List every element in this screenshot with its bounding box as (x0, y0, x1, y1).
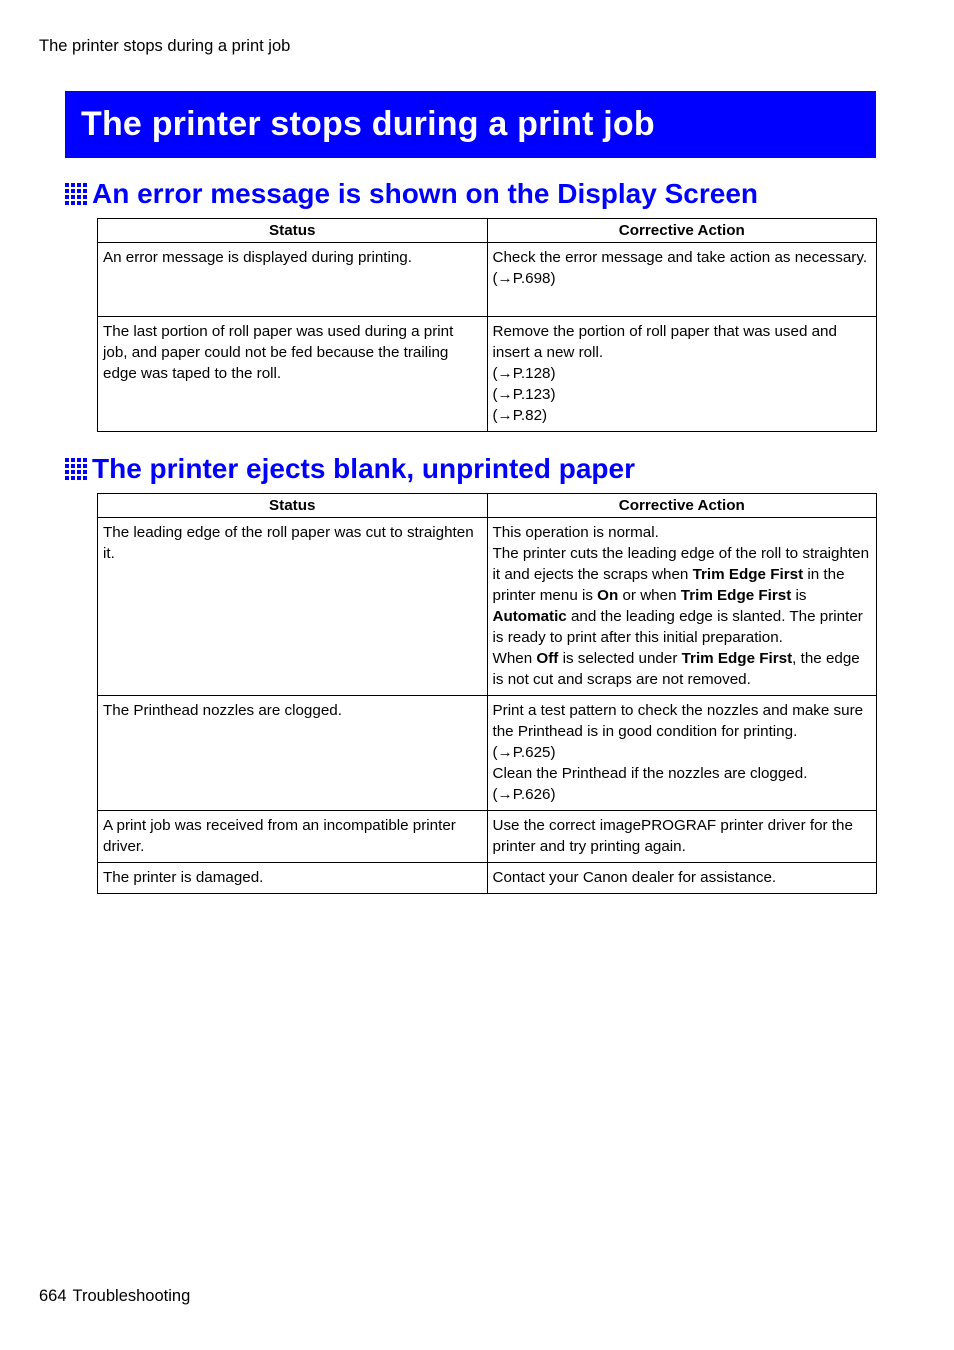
page-footer (39, 1287, 190, 1306)
action-text: This operation is normal. (492, 524, 659, 541)
action-cell (487, 696, 877, 811)
menu-setting-name: Automatic (492, 608, 567, 625)
status-cell: The printer is damaged. (98, 863, 488, 894)
action-text: (→P.626) (492, 786, 556, 803)
action-text: Print a test pattern to check the nozzles and make sure the Printhead is in good condition for printing. (492, 702, 864, 740)
action-cell (487, 811, 877, 863)
menu-setting-name: Off (536, 650, 559, 667)
title-banner (65, 91, 876, 158)
grid-icon (65, 183, 87, 205)
action-column-header: Corrective Action (487, 494, 877, 518)
section-heading-blank-paper (65, 453, 635, 485)
section-title: The printer ejects blank, unprinted paper (92, 453, 635, 484)
action-text: or when (618, 587, 681, 604)
section-heading-error-message (65, 178, 758, 210)
action-cell (487, 518, 877, 696)
section-title: An error message is shown on the Display Screen (92, 178, 758, 209)
menu-setting-name: Trim Edge First (680, 587, 792, 604)
action-cell (487, 243, 877, 317)
page-reference: (→P.82) (492, 407, 548, 424)
status-column-header: Status (98, 219, 488, 243)
action-text: The printer cuts the leading edge of the roll to straighten it and ejects the scraps when (492, 545, 870, 583)
action-text: Use the correct imagePROGRAF printer driver for the printer and try printing again. (492, 817, 853, 855)
page-reference: (→P.128) (492, 365, 556, 382)
table-row (98, 518, 877, 696)
menu-setting-name: Trim Edge First (681, 650, 793, 667)
table-row (98, 696, 877, 811)
action-text: When (492, 650, 537, 667)
action-column-header: Corrective Action (487, 219, 877, 243)
action-cell (487, 863, 877, 894)
table-header-row (98, 219, 877, 243)
action-text: Remove the portion of roll paper that was used and insert a new roll. (492, 323, 837, 361)
status-column-header: Status (98, 494, 488, 518)
action-cell (487, 317, 877, 432)
menu-setting-name: Trim Edge First (692, 566, 804, 583)
menu-setting-name: On (597, 587, 619, 604)
action-text: Clean the Printhead if the nozzles are clogged. (492, 765, 808, 782)
page-reference: (→P.123) (492, 386, 556, 403)
error-message-table (97, 218, 877, 432)
action-text: is selected under (558, 650, 682, 667)
table-row (98, 317, 877, 432)
action-text: , the edge is not cut and scraps are not removed. (492, 650, 860, 688)
page-reference: (→P.698) (492, 270, 556, 287)
action-text: in the printer menu is (492, 566, 845, 604)
status-cell: A print job was received from an incompatible printer driver. (98, 811, 488, 863)
action-text: (→P.625) (492, 744, 556, 761)
table-row (98, 863, 877, 894)
action-text: and the leading edge is slanted. The printer is ready to print after this initial preparation. (492, 608, 863, 646)
page-number: 664 (39, 1287, 67, 1305)
status-cell: The Printhead nozzles are clogged. (98, 696, 488, 811)
table-row (98, 811, 877, 863)
grid-icon (65, 458, 87, 480)
running-header: The printer stops during a print job (39, 37, 291, 55)
status-cell: The leading edge of the roll paper was cut to straighten it. (98, 518, 488, 696)
status-cell: An error message is displayed during printing. (98, 243, 488, 317)
action-text: Check the error message and take action as necessary. (492, 249, 868, 266)
action-text: is (791, 587, 807, 604)
blank-paper-table (97, 493, 877, 894)
status-cell: The last portion of roll paper was used during a print job, and paper could not be fed because the trailing edge was taped to the roll. (98, 317, 488, 432)
table-row (98, 243, 877, 317)
table-header-row (98, 494, 877, 518)
footer-section: Troubleshooting (72, 1287, 191, 1305)
page-title: The printer stops during a print job (81, 105, 655, 143)
action-text: Contact your Canon dealer for assistance. (492, 869, 777, 886)
